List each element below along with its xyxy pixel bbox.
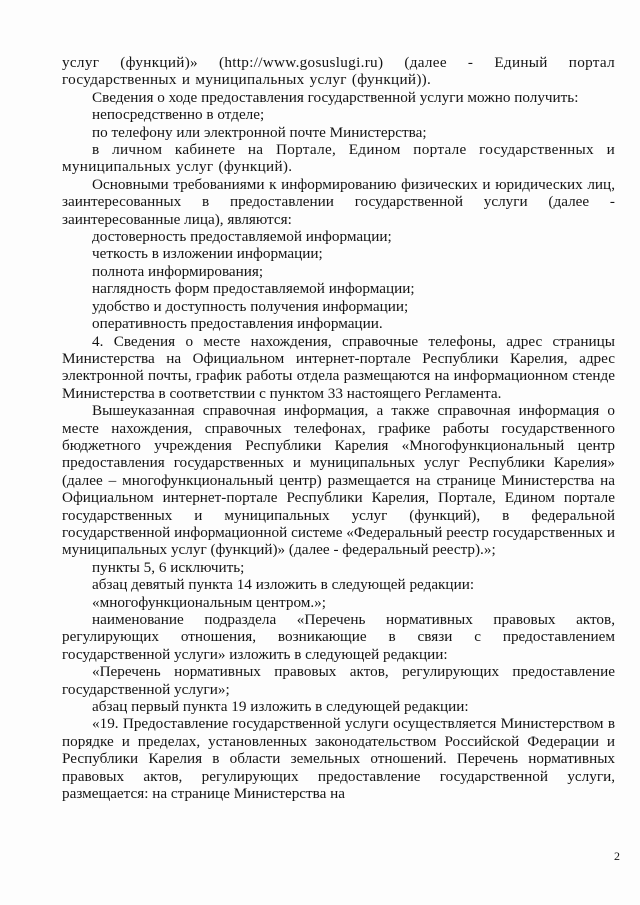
list-item-clarity: четкость в изложении информации;: [92, 245, 323, 263]
list-item-completeness: полнота информирования;: [92, 262, 264, 280]
list-item-in-department: непосредственно в отделе;: [92, 106, 265, 124]
paragraph-item-14-amendment: абзац девятый пункта 14 изложить в следующей редакции:: [92, 576, 475, 594]
paragraph-subsection-title-amendment: наименование подраздела «Перечень нормативных правовых актов, регулирующих отношения, возникающие в связи с предоставлением государственной услуги» изложить в следующей редакции:: [62, 611, 615, 663]
paragraph-item-4: 4. Сведения о месте нахождения, справочные телефоны, адрес страницы Министерства на Официальном интернет-портале Республики Карелия, адрес электронной почты, график работы отдела размещаются на информационном стенде Министерства в соответствии с пунктом 33 настоящего Регламента.: [62, 332, 615, 402]
paragraph-mfc-wording: «многофункциональным центром.»;: [92, 593, 326, 611]
list-item-convenience: удобство и доступность получения информации;: [92, 297, 409, 315]
paragraph-items-5-6-excluded: пункты 5, 6 исключить;: [92, 558, 245, 576]
list-item-personal-account: в личном кабинете на Портале, Едином портале государственных и муниципальных услуг (функций).: [62, 141, 615, 176]
paragraph-reference-info: Вышеуказанная справочная информация, а также справочная информация о месте нахождения, справочных телефонах, графике работы государственного бюджетного учреждения Республики Карелия «Многофункциональный центр предоставления государственных и муниципальных услуг Республики Карелия» (далее – многофункциональный центр) размещается на странице Министерства на Официальном интернет-портале Республики Карелия, Портале, Едином портале государственных и муниципальных услуг (функций), в федеральной государственной информационной системе «Федеральный реестр государственных и муниципальных услуг (функций)» (далее - федеральный реестр).»;: [62, 402, 615, 559]
page-number: 2: [614, 849, 620, 863]
paragraph-requirements: Основными требованиями к информированию физических и юридических лиц, заинтересованных в предоставлении государственной услуги (далее - заинтересованные лица), являются:: [62, 175, 615, 228]
paragraph-item-19-text: «19. Предоставление государственной услуги осуществляется Министерством в порядке и пределах, установленных законодательством Российской Федерации и Республики Карелия в области земельных отношений. Перечень нормативных правовых актов, регулирующих предоставление государственной услуги, размещается: на странице Министерства на: [62, 715, 615, 803]
document-body: [62, 54, 615, 802]
paragraph-item-19-amendment: абзац первый пункта 19 изложить в следующей редакции:: [92, 698, 469, 716]
list-item-reliability: достоверность предоставляемой информации;: [92, 228, 392, 246]
list-item-visual-forms: наглядность форм предоставляемой информации;: [92, 280, 415, 298]
paragraph-new-subsection-title: «Перечень нормативных правовых актов, регулирующих предоставление государственной услуги»;: [62, 663, 615, 698]
list-item-promptness: оперативность предоставления информации.: [92, 315, 383, 333]
paragraph-portal-continuation: услуг (функций)» (http://www.gosuslugi.ru) (далее - Единый портал государственных и муниципальных услуг (функций)).: [62, 54, 615, 89]
list-item-phone-email: по телефону или электронной почте Министерства;: [92, 123, 427, 141]
paragraph-progress-info: Сведения о ходе предоставления государственной услуги можно получить:: [92, 88, 579, 106]
